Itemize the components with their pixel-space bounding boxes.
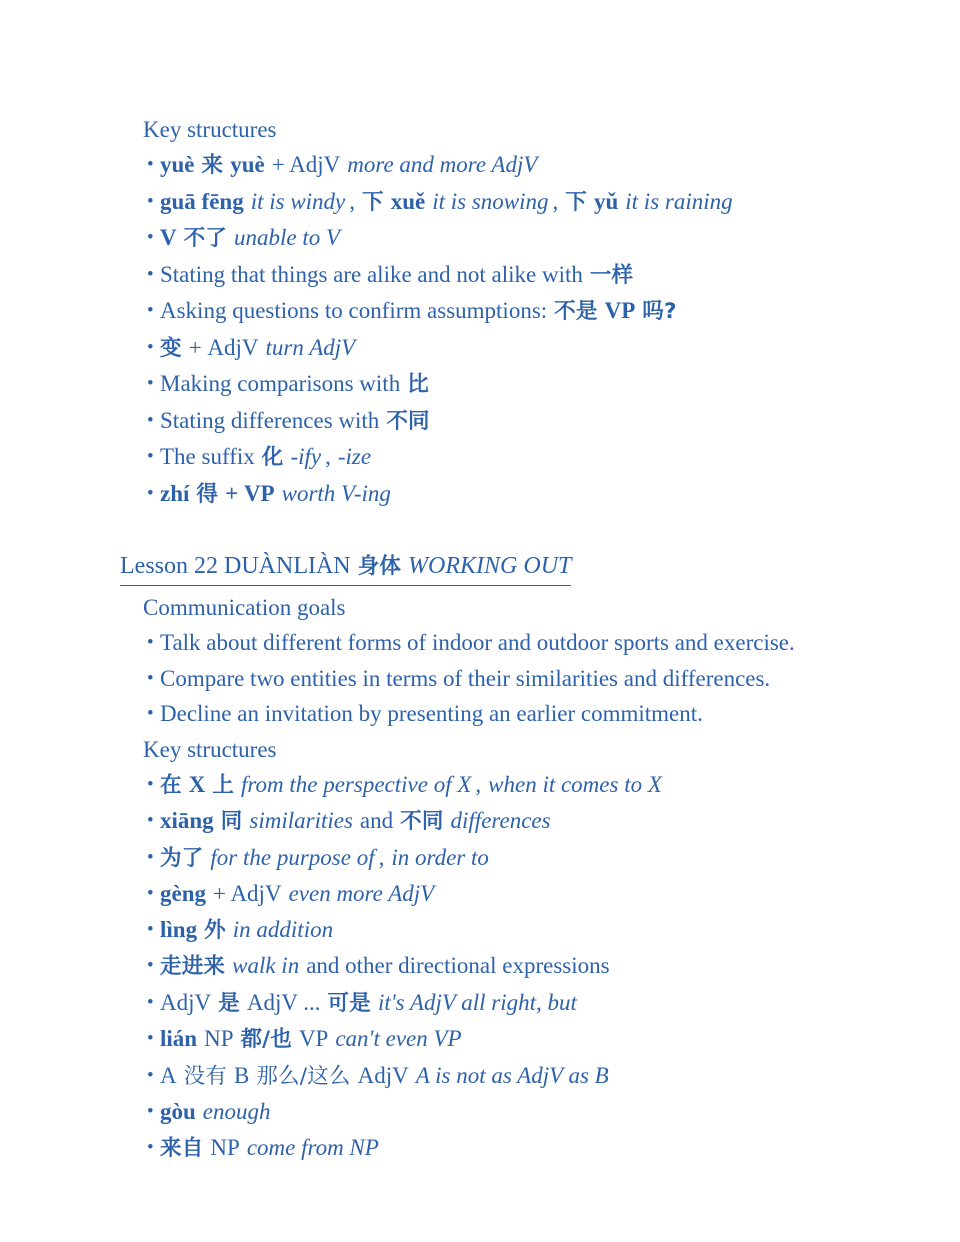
key-structures-label-lesson: Key structures (143, 736, 277, 762)
structure-text: Stating differences with (160, 407, 380, 433)
chinese-text: 吗? (642, 299, 677, 324)
chinese-text: 来 (201, 153, 224, 178)
gloss-text: in addition (232, 916, 334, 942)
gloss-text: similarities (249, 808, 353, 833)
structure-text: B (234, 1062, 250, 1088)
pinyin-text: yǔ (593, 188, 619, 214)
list-item (147, 1094, 900, 1130)
list-item (147, 1058, 900, 1095)
list-item (147, 840, 900, 877)
chinese-text: 化 (261, 445, 284, 470)
pinyin-text: gèng (160, 881, 206, 906)
list-item (147, 912, 900, 949)
gloss-text: for the purpose of (210, 844, 375, 870)
list-item (147, 257, 900, 294)
chinese-text: 不是 (554, 299, 598, 324)
structure-text: + AdjV (188, 334, 259, 360)
chinese-text: 来自 (160, 1135, 204, 1161)
key-structures-list-lesson (120, 767, 900, 1167)
pinyin-text: yuè (230, 152, 265, 177)
pinyin-text: yuè (160, 152, 195, 177)
structure-text: A (160, 1062, 177, 1088)
communication-goals-list (120, 625, 900, 732)
goal-text: Decline an invitation by presenting an earlier commitment. (160, 701, 703, 726)
gloss-text: differences (450, 808, 551, 833)
list-item (147, 985, 900, 1022)
chinese-text: 为了 (160, 845, 204, 871)
chinese-text: 是 (218, 990, 240, 1016)
lesson-heading-chinese: 身体 (357, 554, 402, 579)
lesson-heading-prefix: Lesson 22 DUÀNLIÀN (120, 553, 351, 579)
list-item (147, 330, 900, 367)
gloss-text: -ize (337, 444, 372, 469)
chinese-text: 走进来 (160, 954, 226, 979)
structure-text: VP (604, 298, 636, 323)
gloss-text: it is raining (625, 188, 733, 214)
structure-text: AdjV (160, 989, 212, 1015)
tail-text: and other directional expressions (306, 953, 610, 978)
gloss-text: it's AdjV all right, but (377, 989, 577, 1015)
list-item (147, 1130, 900, 1167)
goal-text: Compare two entities in terms of their similarities and differences. (160, 665, 771, 691)
gloss-text: from the perspective of X (241, 771, 472, 797)
gloss-text: even more AdjV (288, 881, 435, 906)
pinyin-text: lìng (160, 916, 198, 942)
structure-text: + AdjV (213, 881, 282, 906)
chinese-text: 下 (565, 189, 587, 215)
page-content (120, 112, 900, 1166)
structure-text: AdjV ... (246, 989, 321, 1015)
comma-text: , (475, 771, 482, 797)
gloss-text: A is not as AdjV as B (415, 1062, 609, 1088)
gloss-text: worth V-ing (281, 480, 391, 506)
list-item (147, 293, 900, 330)
chinese-text: 下 (362, 189, 384, 215)
gloss-text: it is windy (250, 188, 346, 214)
pinyin-text: zhí (160, 480, 190, 506)
list-item (147, 366, 900, 403)
list-item (147, 767, 900, 804)
chinese-text: 同 (220, 809, 243, 834)
list-item (147, 403, 900, 440)
chinese-text: 那么/这么 (256, 1063, 351, 1089)
list-item (147, 184, 900, 221)
structure-text: + AdjV (271, 152, 341, 177)
lesson-heading (120, 549, 571, 586)
list-item (147, 625, 900, 661)
list-item (147, 661, 900, 697)
chinese-text: 比 (407, 372, 429, 397)
key-structures-label-top: Key structures (143, 117, 277, 142)
gloss-text: enough (202, 1099, 271, 1124)
gloss-text: walk in (232, 953, 300, 978)
chinese-text: 可是 (327, 990, 371, 1016)
conjunction-text: and (359, 808, 394, 833)
structure-text: NP (204, 1026, 234, 1051)
structure-text: The suffix (160, 444, 255, 469)
pinyin-text: gòu (160, 1099, 196, 1124)
chinese-text: 不同 (400, 809, 444, 834)
structure-text: VP (298, 1026, 329, 1051)
list-item (147, 803, 900, 840)
gloss-text: turn AdjV (265, 334, 356, 360)
structure-text: Making comparisons with (160, 371, 401, 396)
chinese-text: 在 (160, 772, 182, 798)
list-item (147, 439, 900, 476)
list-item (147, 696, 900, 732)
gloss-text: more and more AdjV (347, 152, 538, 177)
chinese-text: 变 (160, 335, 182, 361)
structure-text: + VP (225, 480, 275, 506)
communication-goals-label: Communication goals (143, 595, 346, 620)
comma-text: , (552, 188, 559, 214)
gloss-text: unable to V (234, 225, 341, 250)
structure-text: NP (210, 1134, 240, 1160)
goal-text: Talk about different forms of indoor and outdoor sports and exercise. (160, 630, 795, 655)
lesson-heading-english: WORKING OUT (408, 553, 572, 579)
chinese-text: 没有 (183, 1063, 228, 1089)
structure-text: AdjV (357, 1062, 409, 1088)
structure-text: V (160, 225, 177, 250)
chinese-text: 上 (212, 772, 235, 798)
pinyin-text: xuě (390, 188, 426, 214)
chinese-text: 都/也 (240, 1027, 292, 1052)
chinese-text: 得 (196, 481, 219, 507)
list-item (147, 147, 900, 184)
gloss-text: when it comes to X (488, 771, 662, 797)
list-item (147, 948, 900, 985)
structure-text: X (188, 771, 206, 797)
structure-text: Stating that things are alike and not alike with (160, 261, 583, 287)
list-item (147, 1021, 900, 1058)
lesson-heading-container (120, 549, 900, 586)
gloss-text: can't even VP (335, 1026, 462, 1051)
list-item (147, 876, 900, 912)
comma-text: , (378, 844, 385, 870)
pinyin-text: guā fēng (160, 188, 244, 214)
chinese-text: 外 (204, 917, 226, 943)
list-item (147, 220, 900, 257)
chinese-text: 不同 (386, 408, 430, 434)
comma-text: , (349, 188, 356, 214)
pinyin-text: lián (160, 1026, 198, 1051)
structure-text: Asking questions to confirm assumptions: (160, 298, 548, 323)
gloss-text: come from NP (246, 1134, 379, 1160)
gloss-text: in order to (391, 844, 489, 870)
gloss-text: it is snowing (432, 188, 549, 214)
list-item (147, 476, 900, 513)
chinese-text: 不了 (183, 226, 228, 251)
comma-text: , (325, 444, 331, 469)
pinyin-text: xiāng (160, 808, 214, 833)
chinese-text: 一样 (589, 262, 634, 288)
key-structures-list-top (120, 147, 900, 512)
gloss-text: -ify (290, 444, 322, 469)
